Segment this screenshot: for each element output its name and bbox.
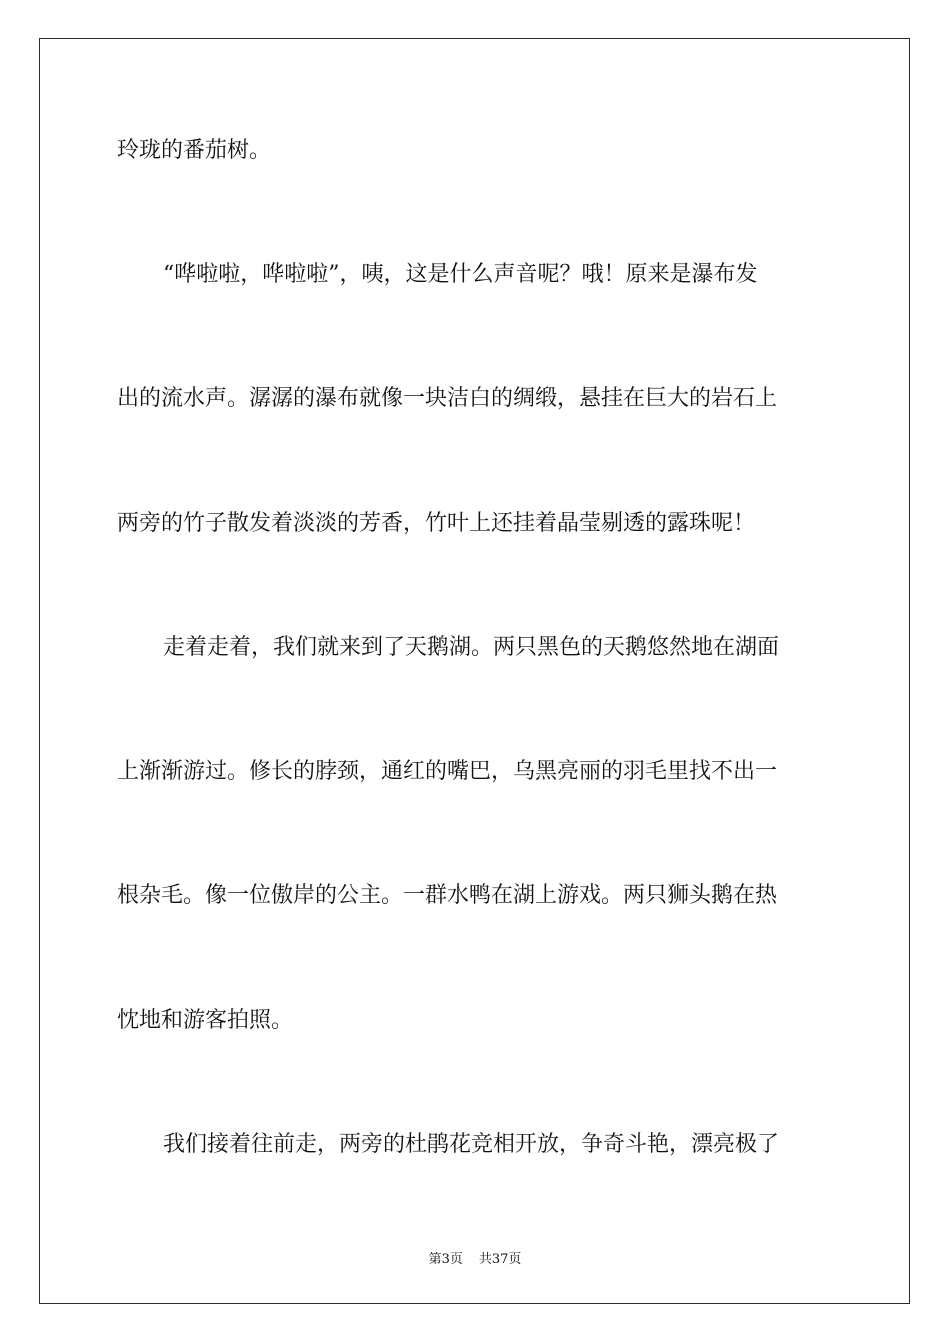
page-footer bbox=[0, 1248, 950, 1267]
page-number: 第3页 bbox=[428, 1252, 463, 1267]
text-line-1: 玲珑的番茄树。 bbox=[117, 138, 272, 163]
text-line-7: 根杂毛。像一位傲岸的公主。一群水鸭在湖上游戏。两只狮头鹅在热 bbox=[117, 883, 778, 908]
text-line-3: 出的流水声。潺潺的瀑布就像一块洁白的绸缎，悬挂在巨大的岩石上 bbox=[117, 386, 778, 411]
paragraph-start-line-9: 我们接着往前走，两旁的杜鹃花竞相开放，争奇斗艳，漂亮极了 bbox=[163, 1132, 780, 1157]
paragraph-start-line-5: 走着走着，我们就来到了天鹅湖。两只黑色的天鹅悠然地在湖面 bbox=[163, 635, 780, 660]
paragraph-start-line-2: “哗啦啦，哗啦啦”，咦，这是什么声音呢？哦！原来是瀑布发 bbox=[163, 262, 758, 287]
page-border bbox=[39, 38, 910, 1304]
text-line-6: 上渐渐游过。修长的脖颈，通红的嘴巴，乌黑亮丽的羽毛里找不出一 bbox=[117, 759, 778, 784]
page-total: 共37页 bbox=[478, 1252, 522, 1267]
text-line-8: 忱地和游客拍照。 bbox=[117, 1008, 294, 1033]
text-line-4: 两旁的竹子散发着淡淡的芳香，竹叶上还挂着晶莹剔透的露珠呢！ bbox=[117, 511, 756, 536]
